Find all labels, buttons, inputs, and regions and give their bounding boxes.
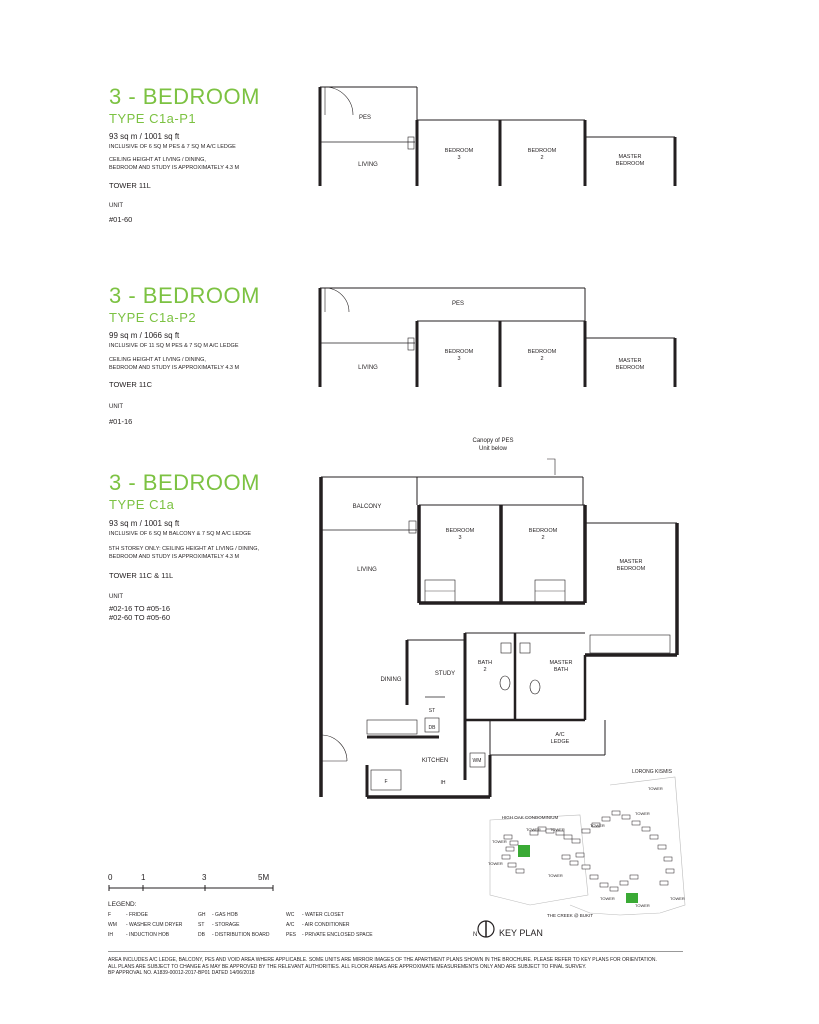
- legend-heading: LEGEND:: [108, 901, 137, 908]
- tower-label: TOWER: [635, 903, 650, 908]
- legend-desc: - WATER CLOSET: [302, 912, 344, 918]
- label-pes: PES: [358, 115, 372, 121]
- tower-label: TOWER 11C & 11L: [109, 571, 174, 580]
- unit-inclusive: INCLUSIVE OF 6 SQ M BALCONY & 7 SQ M A/C LEDGE: [109, 531, 252, 537]
- tower-label: TOWER 11C: [109, 380, 153, 389]
- block-title: 3 - BEDROOM: [109, 470, 260, 495]
- label-kitchen: KITCHEN: [421, 758, 449, 764]
- legend-key: DB: [198, 932, 205, 938]
- unit-numbers: #02-16 TO #05-16 #02-60 TO #05-60: [109, 604, 171, 622]
- tower-label: TOWER: [600, 896, 615, 901]
- unit-inclusive: INCLUSIVE OF 6 SQ M PES & 7 SQ M A/C LEDGE: [109, 144, 236, 150]
- legend-desc: - FRIDGE: [126, 912, 148, 918]
- unit-numbers: #01-16: [109, 417, 133, 426]
- unit-type: TYPE C1a-P2: [109, 310, 197, 325]
- label-ac-ledge: A/C LEDGE: [550, 732, 570, 745]
- label-bedroom-2: BEDROOM 2: [528, 528, 558, 541]
- legend-desc: - WASHER CUM DRYER: [126, 922, 183, 928]
- label-pes: PES: [451, 301, 465, 307]
- label-master-bedroom: MASTER BEDROOM: [615, 358, 645, 371]
- block-title: 3 - BEDROOM: [109, 84, 260, 109]
- tower-label: TOWER: [548, 873, 563, 878]
- tower-label: TOWER: [492, 839, 507, 844]
- label-f: F: [384, 779, 388, 785]
- tower-label: TOWER 11L: [109, 181, 151, 190]
- legend-desc: - INDUCTION HOB: [126, 932, 170, 938]
- scale-tick-3: 3: [202, 873, 207, 882]
- unit-inclusive: INCLUSIVE OF 11 SQ M PES & 7 SQ M A/C LEDGE: [109, 343, 239, 349]
- tower-label: TOWER: [488, 861, 503, 866]
- legend-desc: - DISTRIBUTION BOARD: [212, 932, 270, 938]
- floor-plan-c1a-p2: [315, 283, 685, 393]
- label-master-bedroom: MASTER BEDROOM: [615, 154, 645, 167]
- scale-tick-0: 0: [108, 873, 113, 882]
- label-bedroom-3: BEDROOM 3: [444, 148, 474, 161]
- unit-type: TYPE C1a-P1: [109, 111, 197, 126]
- label-living: LIVING: [357, 567, 377, 573]
- key-plan: [470, 765, 690, 945]
- legend-key: IH: [108, 932, 113, 938]
- label-living: LIVING: [358, 162, 378, 168]
- floor-plan-c1a: [315, 435, 695, 805]
- label-bedroom-2: BEDROOM 2: [527, 148, 557, 161]
- north-label: N: [473, 932, 478, 938]
- label-master-bedroom: MASTER BEDROOM: [616, 559, 646, 572]
- footer-note: AREA INCLUDES A/C LEDGE, BALCONY, PES AND VOID AREA WHERE APPLICABLE. SOME UNITS ARE MIRROR IMAGES OF THE APARTMENT PLANS SHOWN IN THE BROCHURE. PLEASE REFER TO KEY PLANS FOR ORIENTATION. ALL PLANS ARE SUBJECT TO CHANGE AS MAY BE APPROVED BY THE RELEVANT AUTHORITIES. ALL FLOOR AREAS ARE APPROXIMATE MEASUREMENTS ONLY AND ARE SUBJECT TO FINAL SURVEY. BP APPROVAL NO. A1839-00012-2017-BP01 DATED 14/06/2018: [108, 957, 657, 976]
- legend-desc: - STORAGE: [212, 922, 240, 928]
- scale-line: [108, 885, 278, 893]
- ceiling-note: CEILING HEIGHT AT LIVING / DINING, BEDROOM AND STUDY IS APPROXIMATELY 4.3 M: [109, 157, 240, 171]
- label-master-bath: MASTER BATH: [549, 660, 573, 673]
- unit-numbers: #01-60: [109, 215, 133, 224]
- key-plan-label: KEY PLAN: [499, 928, 543, 938]
- unit-label: UNIT: [109, 203, 123, 209]
- unit-label: UNIT: [109, 404, 123, 410]
- ceiling-note: 5TH STOREY ONLY: CEILING HEIGHT AT LIVING / DINING, BEDROOM AND STUDY IS APPROXIMATELY 4.3 M: [109, 546, 260, 560]
- label-wm: WM: [472, 758, 482, 764]
- label-creek: THE CREEK @ BUKIT: [546, 913, 594, 918]
- legend-key: PES: [286, 932, 297, 938]
- legend-key: ST: [198, 922, 205, 928]
- label-living: LIVING: [358, 365, 378, 371]
- legend-key: A/C: [286, 922, 295, 928]
- legend-key: F: [108, 912, 112, 918]
- label-db: DB: [428, 725, 436, 731]
- scale-tick-5m: 5M: [258, 873, 270, 882]
- legend-key: GH: [198, 912, 206, 918]
- tower-label: TOWER: [590, 823, 605, 828]
- label-canopy: Canopy of PES Unit below: [472, 438, 514, 452]
- legend-desc: - AIR CONDITIONER: [302, 922, 350, 928]
- legend-key: WM: [108, 922, 117, 928]
- tower-label: TOWER: [550, 827, 565, 832]
- label-ih: IH: [440, 780, 446, 786]
- unit-area: 93 sq m / 1001 sq ft: [109, 132, 180, 141]
- label-bedroom-3: BEDROOM 3: [445, 528, 475, 541]
- label-st: ST: [428, 708, 436, 714]
- tower-label: TOWER: [648, 786, 663, 791]
- legend-desc: - PRIVATE ENCLOSED SPACE: [302, 932, 373, 938]
- label-bedroom-3: BEDROOM 3: [444, 349, 474, 362]
- unit-area: 93 sq m / 1001 sq ft: [109, 519, 180, 528]
- label-dining: DINING: [380, 677, 402, 683]
- footer-divider: [108, 951, 683, 952]
- block-title: 3 - BEDROOM: [109, 283, 260, 308]
- unit-type: TYPE C1a: [109, 497, 175, 512]
- legend-key: WC: [286, 912, 295, 918]
- tower-label: TOWER: [635, 811, 650, 816]
- unit-area: 99 sq m / 1066 sq ft: [109, 331, 180, 340]
- scale-tick-1: 1: [141, 873, 146, 882]
- label-highoak: HIGH OAK CONDOMINIUM: [501, 815, 559, 820]
- tower-label: TOWER: [670, 896, 685, 901]
- label-bedroom-2: BEDROOM 2: [527, 349, 557, 362]
- label-lorong: LORONG KISMIS: [631, 769, 673, 775]
- floor-plan-c1a-p1: [315, 82, 685, 192]
- legend-desc: - GAS HOB: [212, 912, 238, 918]
- label-bath-2: BATH 2: [477, 660, 493, 673]
- tower-label: TOWER: [526, 827, 541, 832]
- highlight-tower-11l: [626, 893, 638, 903]
- ceiling-note: CEILING HEIGHT AT LIVING / DINING, BEDROOM AND STUDY IS APPROXIMATELY 4.3 M: [109, 357, 240, 371]
- label-study: STUDY: [434, 671, 456, 677]
- label-balcony: BALCONY: [352, 504, 382, 510]
- unit-label: UNIT: [109, 594, 123, 600]
- highlight-tower-11c: [518, 845, 530, 857]
